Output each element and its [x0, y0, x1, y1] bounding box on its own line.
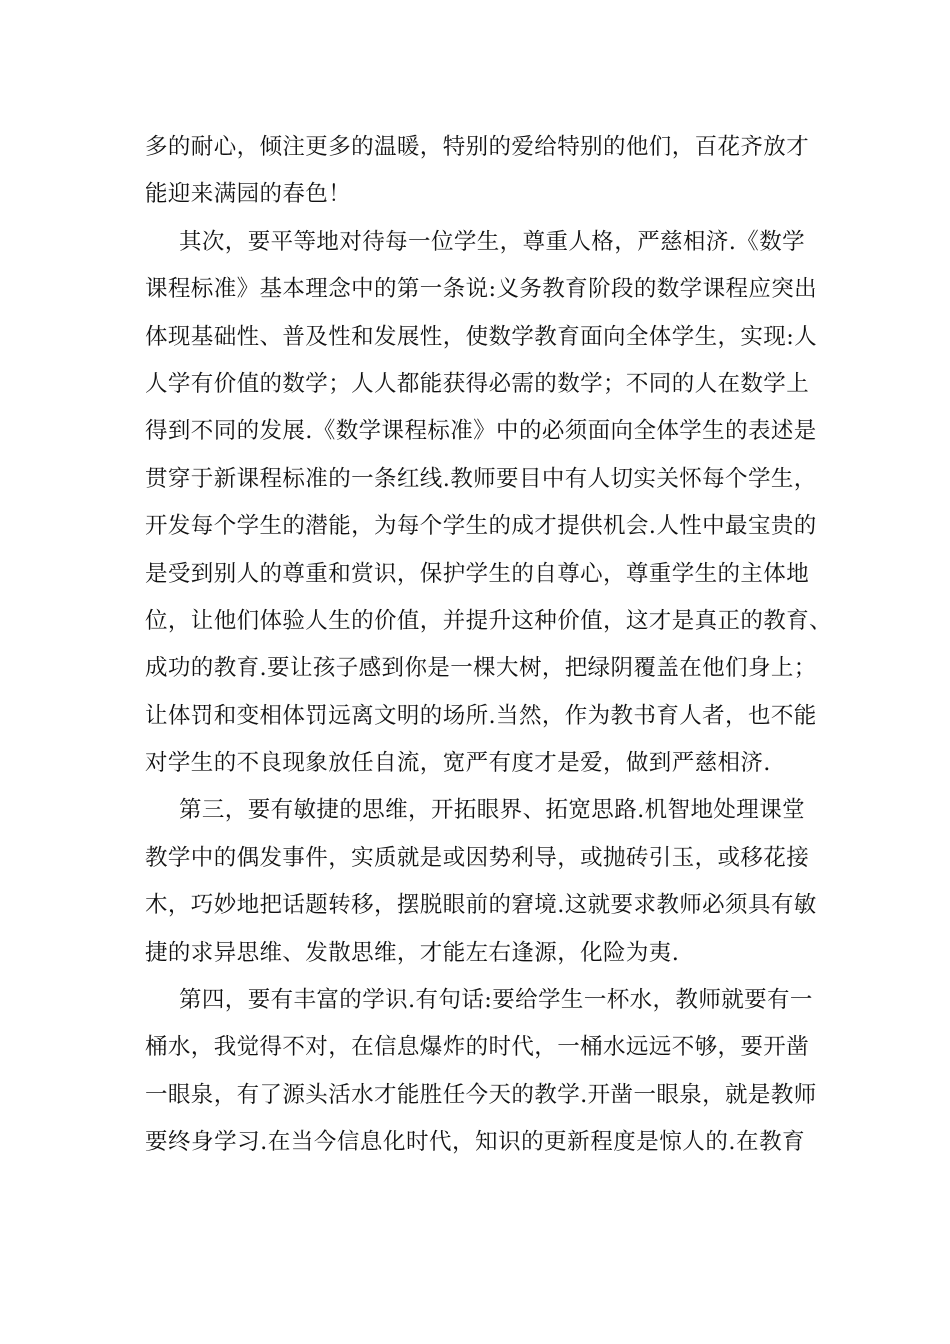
text-line: 课程标准》基本理念中的第一条说:义务教育阶段的数学课程应突出 — [145, 276, 818, 303]
text-line: 捷的求异思维、发散思维，才能左右逢源，化险为夷. — [145, 939, 680, 966]
text-line: 桶水，我觉得不对，在信息爆炸的时代，一桶水远远不够，要开凿 — [145, 1034, 810, 1061]
document-body — [145, 124, 833, 1167]
text-line: 贯穿于新课程标准的一条红线.教师要目中有人切实关怀每个学生， — [145, 465, 817, 492]
text-line: 得到不同的发展.《数学课程标准》中的必须面向全体学生的表述是 — [145, 418, 817, 445]
text-line: 第三，要有敏捷的思维，开拓眼界、拓宽思路.机智地处理课堂 — [179, 797, 805, 824]
text-line: 是受到别人的尊重和赏识，保护学生的自尊心，尊重学生的主体地 — [145, 560, 810, 587]
text-line: 开发每个学生的潜能，为每个学生的成才提供机会.人性中最宝贵的 — [145, 513, 817, 540]
text-line: 体现基础性、普及性和发展性，使数学教育面向全体学生，实现:人 — [145, 323, 818, 350]
text-line: 多的耐心，倾注更多的温暖，特别的爱给特别的他们，百花齐放才 — [145, 134, 810, 160]
text-line: 要终身学习.在当今信息化时代，知识的更新程度是惊人的.在教育 — [145, 1129, 805, 1156]
text-line: 位，让他们体验人生的价值，并提升这种价值，这才是真正的教育、 — [145, 607, 833, 634]
text-line: 人学有价值的数学；人人都能获得必需的数学；不同的人在数学上 — [145, 370, 810, 397]
text-line: 让体罚和变相体罚远离文明的场所.当然，作为教书育人者，也不能 — [145, 702, 817, 729]
text-line: 第四，要有丰富的学识.有句话:要给学生一杯水，教师就要有一 — [179, 987, 813, 1014]
text-line: 木，巧妙地把话题转移，摆脱眼前的窘境.这就要求教师必须具有敏 — [145, 892, 817, 919]
text-line: 成功的教育.要让孩子感到你是一棵大树，把绿阴覆盖在他们身上； — [145, 655, 817, 682]
text-line: 其次，要平等地对待每一位学生，尊重人格，严慈相济.《数学 — [179, 228, 805, 255]
text-line: 能迎来满园的春色！ — [145, 181, 352, 208]
text-line: 教学中的偶发事件，实质就是或因势利导，或抛砖引玉，或移花接 — [145, 844, 810, 871]
text-line: 对学生的不良现象放任自流，宽严有度才是爱，做到严慈相济. — [145, 750, 771, 777]
text-line: 一眼泉，有了源头活水才能胜任今天的教学.开凿一眼泉，就是教师 — [145, 1081, 817, 1108]
